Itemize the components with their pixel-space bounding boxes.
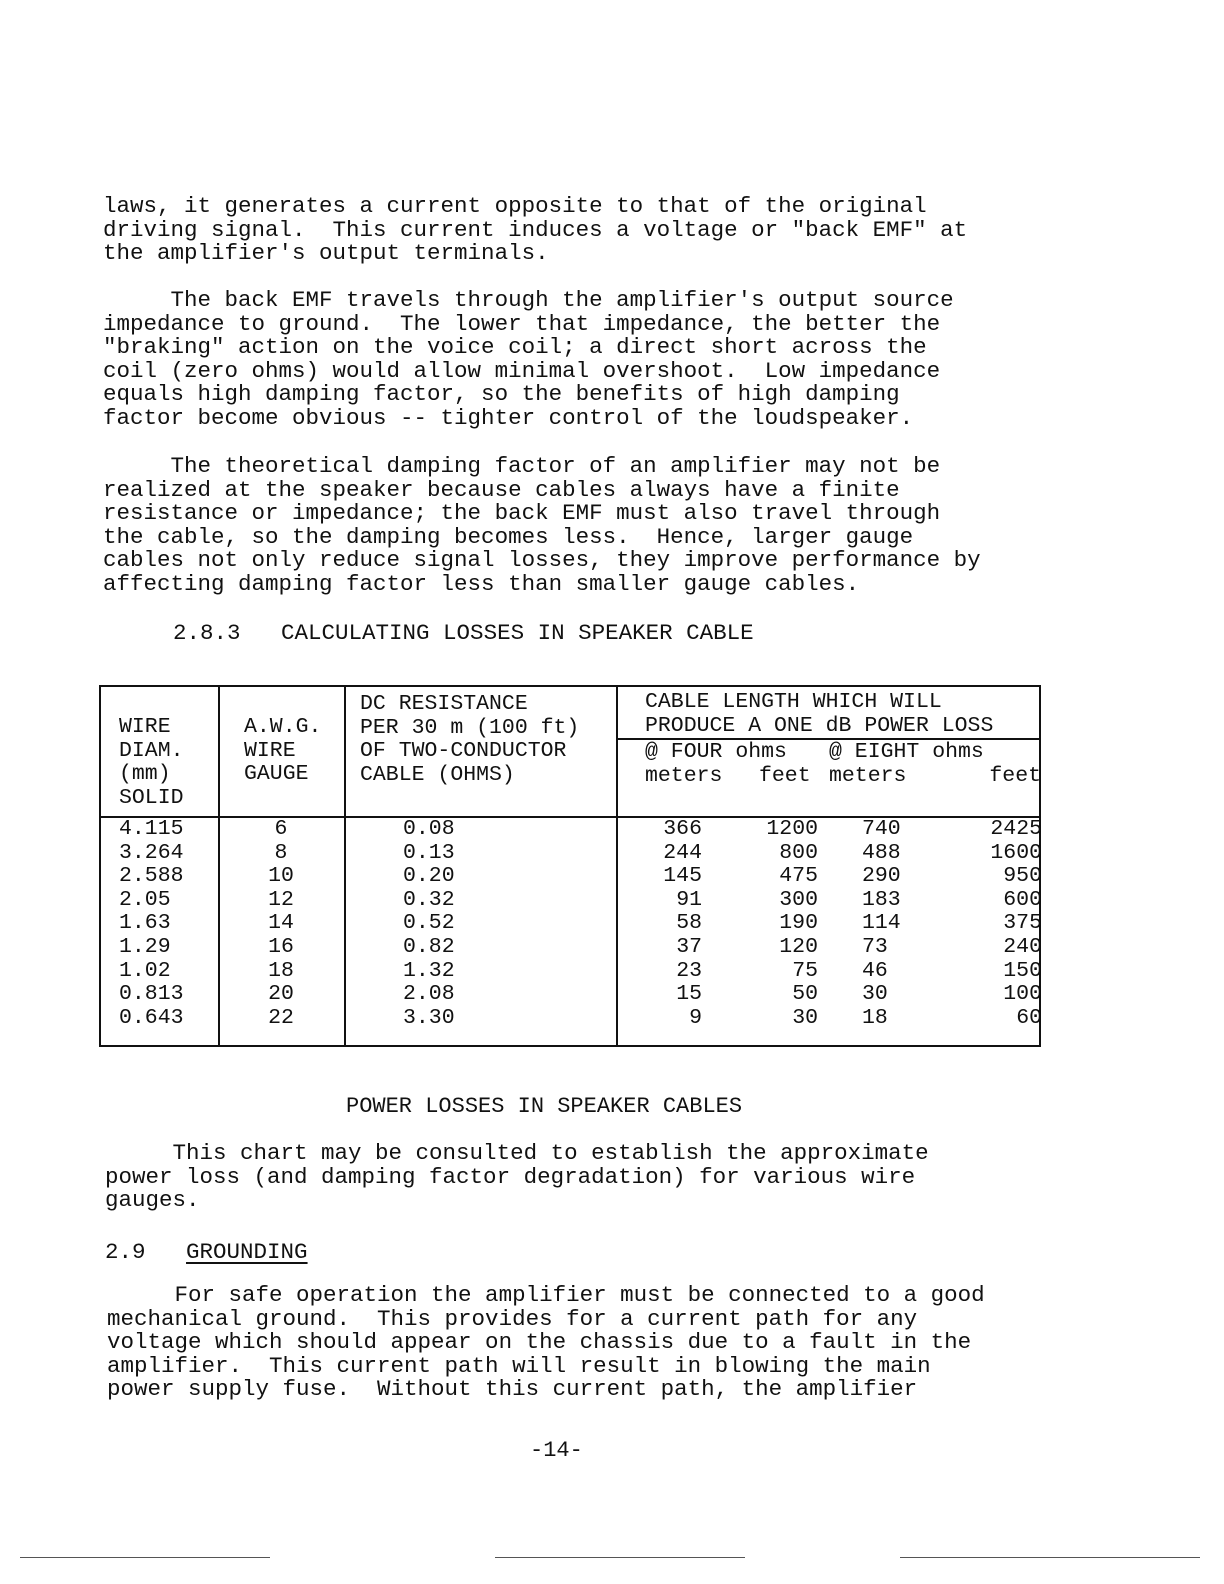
section-number: 2.8.3 <box>173 620 241 646</box>
section-heading-2-8-3 <box>173 621 754 645</box>
cell-awg-gauge: 16 <box>268 934 294 959</box>
cell-wire-diam: 3.264 <box>119 840 184 865</box>
section-title: CALCULATING LOSSES IN SPEAKER CABLE <box>281 620 754 646</box>
header-feet-4: feet <box>759 763 811 788</box>
header-dc-resistance: DC RESISTANCE PER 30 m (100 ft) OF TWO-CONDUCTOR CABLE (OHMS) <box>345 686 617 817</box>
cell-wire-diam: 1.29 <box>119 934 171 959</box>
cell-awg-gauge: 10 <box>268 864 294 889</box>
cell-awg-gauge: 22 <box>268 1005 294 1030</box>
header-feet-8: feet <box>989 763 1041 788</box>
cell-dc-resistance: 0.08 <box>403 817 455 841</box>
cell-dc-resistance: 1.32 <box>403 958 455 983</box>
table-header-row <box>100 686 1040 817</box>
cell-meters-eight-ohms: 18 <box>862 1005 888 1030</box>
cell-feet-four-ohms: 190 <box>779 911 818 936</box>
cell-feet-four-ohms: 50 <box>792 982 818 1007</box>
section-title: GROUNDING <box>186 1239 308 1265</box>
paragraph-output-impedance: The back EMF travels through the amplifier's output source impedance to ground. The lower that impedance, the better the "braking" action on the voice coil; a direct short across the coil (zero ohms) would allow minimal overshoot. Low impedance equals high damping factor, so the benefits of high damping factor become obvious -- tighter control of the loudspeaker. <box>103 287 954 431</box>
header-wire-diam: WIRE DIAM. (mm) SOLID <box>100 686 219 817</box>
cell-wire-diam: 4.115 <box>119 817 184 841</box>
cell-wire-diam: 2.588 <box>119 864 184 889</box>
cell-meters-eight-ohms: 46 <box>862 958 888 983</box>
cell-wire-diam: 2.05 <box>119 887 171 912</box>
column-dc-resistance <box>345 817 617 1046</box>
cell-wire-diam: 0.813 <box>119 982 184 1007</box>
scan-artifact-line <box>900 1557 1200 1558</box>
cell-feet-eight-ohms: 150 <box>1003 958 1042 983</box>
cell-feet-four-ohms: 300 <box>779 887 818 912</box>
paragraph-grounding: For safe operation the amplifier must be connected to a good mechanical ground. This provides for a current path for any voltage which should appear on the chassis due to a fault in the amplifier. This current path will result in blowing the main power supply fuse. Without this current path, the amplifier <box>107 1282 985 1403</box>
header-cable-length <box>617 686 1040 817</box>
cell-feet-four-ohms: 30 <box>792 1005 818 1030</box>
cell-dc-resistance: 0.13 <box>403 840 455 865</box>
cell-meters-four-ohms: 37 <box>676 934 702 959</box>
section-heading-2-9 <box>105 1240 308 1264</box>
header-awg-gauge: A.W.G. WIRE GAUGE <box>219 686 345 817</box>
table-data-row <box>100 817 1040 1046</box>
cell-meters-eight-ohms: 183 <box>862 887 901 912</box>
cell-feet-eight-ohms: 1600 <box>990 840 1042 865</box>
cell-meters-eight-ohms: 73 <box>862 934 888 959</box>
cell-feet-eight-ohms: 375 <box>1003 911 1042 936</box>
cell-feet-four-ohms: 800 <box>779 840 818 865</box>
cell-dc-resistance: 0.20 <box>403 864 455 889</box>
cell-feet-eight-ohms: 100 <box>1003 982 1042 1007</box>
cell-meters-four-ohms: 23 <box>676 958 702 983</box>
cell-feet-four-ohms: 475 <box>779 864 818 889</box>
section-number: 2.9 <box>105 1239 146 1265</box>
cell-awg-gauge: 18 <box>268 958 294 983</box>
cell-feet-eight-ohms: 240 <box>1003 934 1042 959</box>
cell-meters-four-ohms: 366 <box>663 817 702 841</box>
column-wire-diam <box>100 817 219 1046</box>
column-cable-lengths <box>617 817 1040 1046</box>
cell-meters-eight-ohms: 488 <box>862 840 901 865</box>
paragraph-chart-usage: This chart may be consulted to establish the approximate power loss (and damping factor degradation) for various wire gauges. <box>105 1140 929 1214</box>
cell-meters-eight-ohms: 30 <box>862 982 888 1007</box>
header-cable-length-title: CABLE LENGTH WHICH WILL PRODUCE A ONE dB POWER LOSS <box>618 687 1039 740</box>
paragraph-back-emf: laws, it generates a current opposite to that of the original driving signal. This current induces a voltage or "back EMF" at the amplifier's output terminals. <box>103 193 968 267</box>
cell-meters-eight-ohms: 114 <box>862 911 901 936</box>
paragraph-damping-factor: The theoretical damping factor of an amplifier may not be realized at the speaker because cables always have a finite resistance or impedance; the back EMF must also travel through the cable, so the damping becomes less. Hence, larger gauge cables not only reduce signal losses, they improve performance by affecting damping factor less than smaller gauge cables. <box>103 453 981 597</box>
header-meters-4: meters <box>645 763 723 788</box>
header-four-ohms: @ FOUR ohms <box>645 740 787 765</box>
cell-dc-resistance: 2.08 <box>403 982 455 1007</box>
cell-feet-four-ohms: 120 <box>779 934 818 959</box>
cell-meters-four-ohms: 244 <box>663 840 702 865</box>
cell-awg-gauge: 12 <box>268 887 294 912</box>
cell-dc-resistance: 0.82 <box>403 934 455 959</box>
cell-wire-diam: 1.63 <box>119 911 171 936</box>
cell-meters-four-ohms: 15 <box>676 982 702 1007</box>
cell-awg-gauge: 14 <box>268 911 294 936</box>
cell-feet-eight-ohms: 950 <box>1003 864 1042 889</box>
cell-meters-four-ohms: 145 <box>663 864 702 889</box>
cell-awg-gauge: 20 <box>268 982 294 1007</box>
cell-meters-eight-ohms: 290 <box>862 864 901 889</box>
table-caption: POWER LOSSES IN SPEAKER CABLES <box>346 1094 743 1119</box>
cell-meters-eight-ohms: 740 <box>862 817 901 841</box>
header-meters-8: meters <box>829 763 907 788</box>
cell-meters-four-ohms: 58 <box>676 911 702 936</box>
cell-meters-four-ohms: 9 <box>689 1005 702 1030</box>
cell-dc-resistance: 0.52 <box>403 911 455 936</box>
cell-feet-eight-ohms: 60 <box>1016 1005 1042 1030</box>
page-number: -14- <box>530 1438 583 1463</box>
cell-meters-four-ohms: 91 <box>676 887 702 912</box>
cell-feet-eight-ohms: 600 <box>1003 887 1042 912</box>
cell-dc-resistance: 0.32 <box>403 887 455 912</box>
cell-feet-four-ohms: 1200 <box>766 817 818 841</box>
scan-artifact-line <box>495 1557 745 1558</box>
cell-feet-four-ohms: 75 <box>792 958 818 983</box>
cell-dc-resistance: 3.30 <box>403 1005 455 1030</box>
cell-wire-diam: 0.643 <box>119 1005 184 1030</box>
cell-awg-gauge: 8 <box>274 840 288 865</box>
speaker-cable-table <box>99 685 1041 1047</box>
scan-artifact-line <box>20 1557 270 1558</box>
cell-awg-gauge: 6 <box>274 817 288 841</box>
header-eight-ohms: @ EIGHT ohms <box>829 740 984 765</box>
header-ohm-subheaders <box>618 740 1039 788</box>
cell-wire-diam: 1.02 <box>119 958 171 983</box>
column-awg-gauge <box>219 817 345 1046</box>
cell-feet-eight-ohms: 2425 <box>990 817 1042 841</box>
